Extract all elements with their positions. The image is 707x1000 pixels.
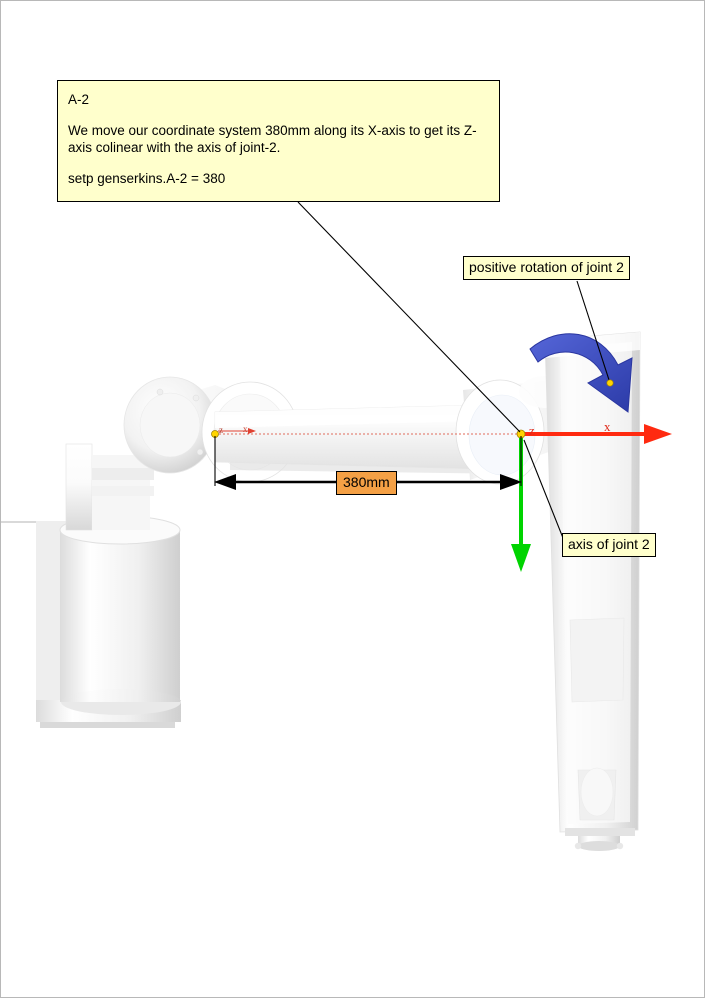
left-z-axis-label: z: [219, 425, 223, 435]
dimension-label-380mm: 380mm: [336, 471, 397, 495]
callout-axis-of-joint-2: axis of joint 2: [562, 533, 656, 557]
callout-a2-body: We move our coordinate system 380mm along its X-axis to get its Z-axis colinear with the axis of joint-2.: [68, 122, 477, 155]
callout-a2: [57, 80, 500, 202]
callout-a2-command: setp genserkins.A-2 = 380: [68, 170, 226, 186]
left-x-axis-label: x: [243, 424, 248, 434]
leader-line-main: [298, 202, 520, 432]
callout-positive-rotation: positive rotation of joint 2: [463, 256, 630, 280]
right-z-axis-label: z: [529, 423, 535, 438]
callout-a2-title: A-2: [68, 92, 90, 107]
right-x-axis-label: x: [604, 419, 611, 434]
robot-base: [0, 444, 181, 728]
